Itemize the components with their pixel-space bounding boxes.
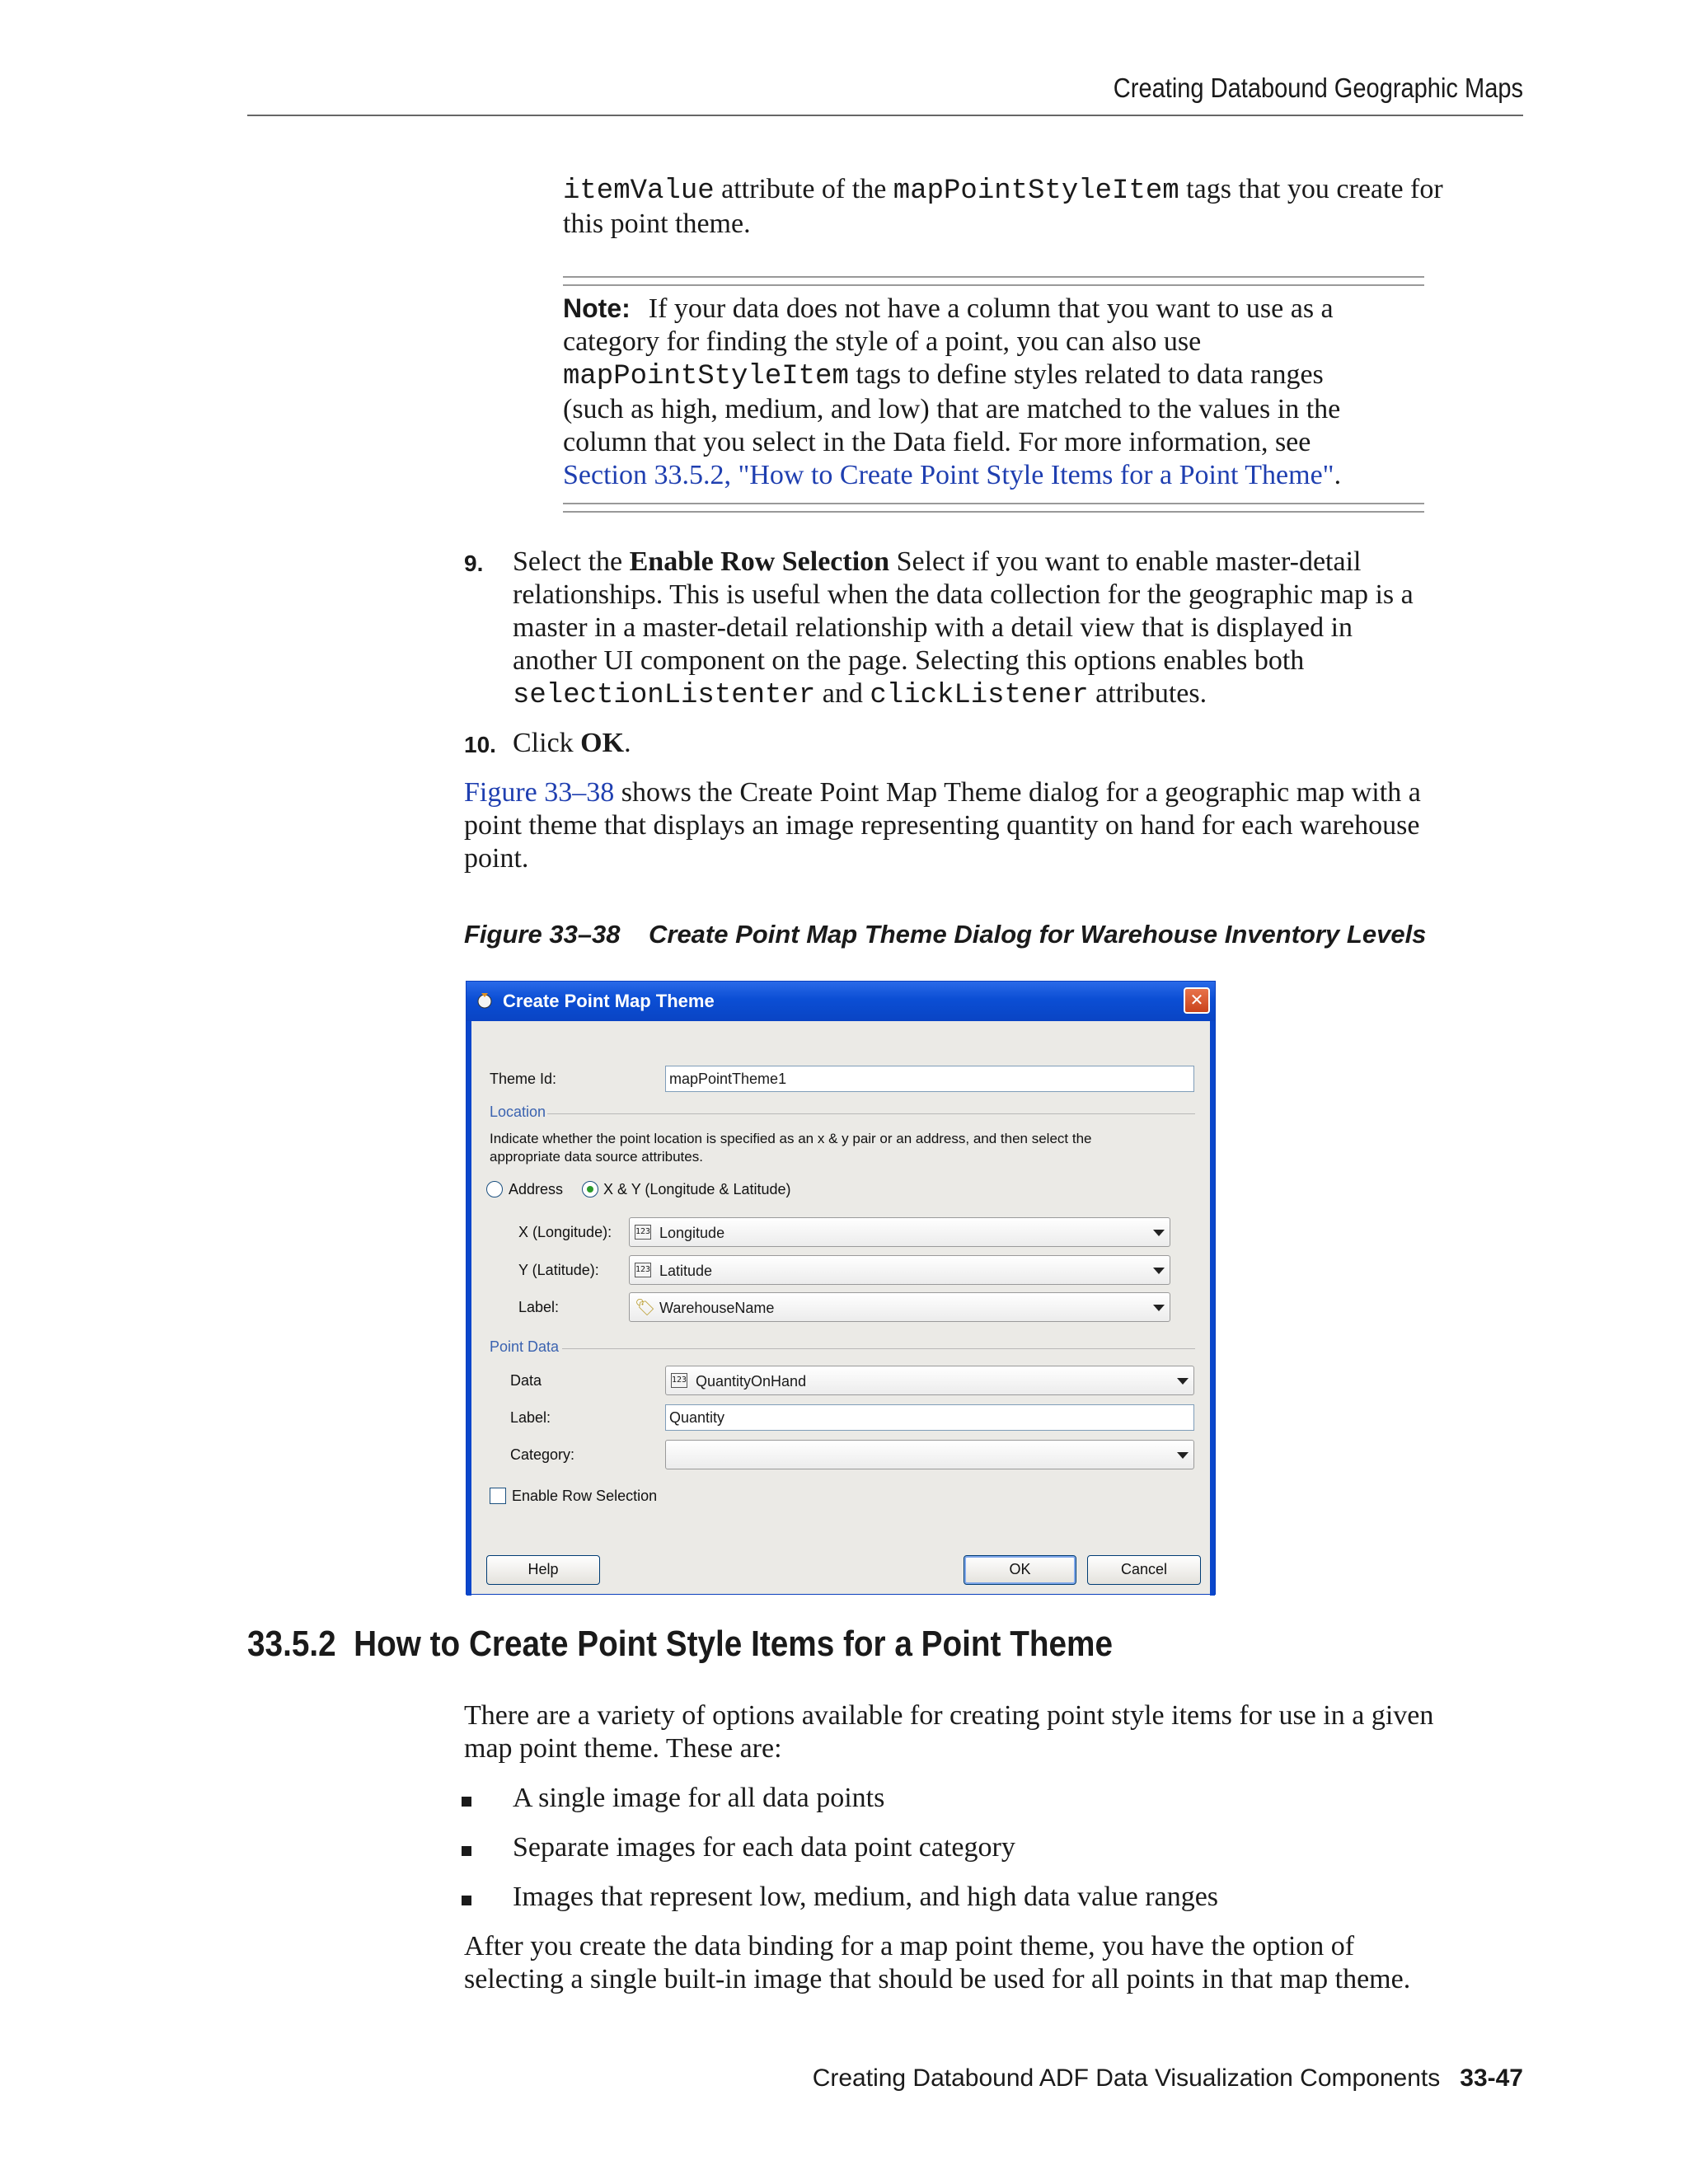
enable-row-selection-checkbox[interactable]	[490, 1488, 506, 1504]
bullet-marker	[462, 1896, 471, 1905]
data-value: QuantityOnHand	[696, 1373, 807, 1390]
chevron-down-icon[interactable]	[1177, 1378, 1189, 1385]
numeric-attribute-icon: 123	[635, 1263, 651, 1277]
theme-id-label: Theme Id:	[490, 1071, 557, 1087]
section-para-2-line-1: After you create the data binding for a map point theme, you have the option of	[464, 1931, 1355, 1961]
step-10-bold: OK	[580, 728, 625, 758]
intro-text-2: tags that you create for	[1179, 174, 1443, 204]
note-label: Note:	[563, 293, 631, 323]
step-9-and: and	[815, 678, 870, 709]
section-para-2-line-2: selecting a single built-in image that should be used for all points in that map theme.	[464, 1964, 1411, 1994]
help-button[interactable]: Help	[486, 1555, 600, 1585]
step-9-line-1: Select if you want to enable master-detail	[889, 546, 1362, 577]
close-button[interactable]: ✕	[1184, 987, 1210, 1014]
section-para-1-line-2: map point theme. These are:	[464, 1733, 782, 1764]
location-group-line	[547, 1113, 1195, 1114]
footer-title: Creating Databound ADF Data Visualization Components	[812, 2064, 1441, 2092]
location-label-label: Label:	[518, 1299, 560, 1315]
enable-row-selection-label[interactable]: Enable Row Selection	[512, 1488, 658, 1504]
figure-paragraph	[464, 776, 1527, 875]
bullet-item: Images that represent low, medium, and high data value ranges	[513, 1882, 1219, 1912]
step-9-pre: Select the	[513, 546, 630, 577]
section-para-1-line-1: There are a variety of options available for creating point style items for use in a given	[464, 1700, 1434, 1731]
running-footer	[813, 2064, 1523, 2093]
address-radio-label[interactable]: Address	[509, 1181, 564, 1197]
location-label-value: WarehouseName	[659, 1300, 775, 1316]
note-link-end: .	[1334, 460, 1342, 490]
step-10-text	[513, 727, 1518, 760]
create-point-map-theme-dialog	[466, 981, 1216, 1595]
page-number: 33-47	[1460, 2064, 1523, 2092]
chevron-down-icon[interactable]	[1177, 1452, 1189, 1459]
category-select[interactable]	[665, 1440, 1194, 1469]
step-9-end: attributes.	[1088, 678, 1207, 709]
tag-icon: 🏷	[635, 1297, 656, 1317]
step-9-number: 9.	[464, 551, 484, 576]
data-label: Data	[510, 1372, 542, 1389]
location-group-label: Location	[490, 1104, 546, 1120]
header-rule	[247, 115, 1523, 116]
note-line-1: If your data does not have a column that you want to use as a	[648, 293, 1334, 324]
location-description-2: appropriate data source attributes.	[490, 1149, 703, 1165]
step-10-end: .	[624, 728, 631, 758]
note-bottom-rule	[563, 503, 1424, 513]
step-9-code-1: selectionListenter	[513, 680, 816, 711]
location-description-1: Indicate whether the point location is specified as an x & y pair or an address, and then select the	[490, 1131, 1092, 1146]
ok-button[interactable]: OK	[964, 1555, 1076, 1585]
step-9-bold: Enable Row Selection	[629, 546, 890, 577]
xy-radio-label[interactable]: X & Y (Longitude & Latitude)	[603, 1181, 791, 1197]
note-top-rule	[563, 276, 1424, 286]
point-data-label-label: Label:	[510, 1409, 551, 1426]
intro-code-mappointstyleitem: mapPointStyleItem	[893, 176, 1179, 207]
step-9-line-2: relationships. This is useful when the data collection for the geographic map is a	[513, 579, 1414, 610]
step-9-text	[513, 546, 1518, 712]
bullet-item: A single image for all data points	[513, 1783, 885, 1813]
note-line-3: tags to define styles related to data ranges	[848, 359, 1324, 390]
y-latitude-select[interactable]	[629, 1255, 1170, 1285]
point-data-group-label: Point Data	[490, 1338, 560, 1355]
point-data-group-line	[562, 1348, 1195, 1349]
x-longitude-select[interactable]	[629, 1217, 1170, 1247]
note-line-4: (such as high, medium, and low) that are matched to the values in the	[563, 394, 1341, 424]
step-9-line-3: master in a master-detail relationship with a detail view that is displayed in	[513, 612, 1353, 643]
figure-caption: Figure 33–38 Create Point Map Theme Dialog for Warehouse Inventory Levels	[464, 920, 1427, 949]
intro-line-2: this point theme.	[563, 209, 751, 239]
xy-radio[interactable]	[582, 1181, 598, 1197]
dialog-title: Create Point Map Theme	[503, 991, 715, 1011]
address-radio[interactable]	[486, 1181, 503, 1197]
bullet-item: Separate images for each data point category	[513, 1832, 1015, 1863]
intro-paragraph	[563, 173, 1486, 241]
step-10-pre: Click	[513, 728, 581, 758]
note-section-link[interactable]: Section 33.5.2, "How to Create Point Style Items for a Point Theme"	[563, 460, 1334, 490]
figure-para-line-2: point theme that displays an image representing quantity on hand for each warehouse	[464, 810, 1420, 841]
running-header: Creating Databound Geographic Maps	[1113, 73, 1523, 103]
theme-id-input[interactable]: mapPointTheme1	[665, 1066, 1194, 1092]
y-latitude-label: Y (Latitude):	[518, 1262, 599, 1278]
section-paragraph-1	[464, 1699, 1527, 1765]
dialog-titlebar[interactable]	[467, 982, 1215, 1021]
x-longitude-label: X (Longitude):	[518, 1224, 612, 1240]
app-icon	[475, 990, 495, 1010]
data-select[interactable]	[665, 1366, 1194, 1395]
dialog-frame-right	[1210, 1021, 1215, 1596]
numeric-attribute-icon: 123	[635, 1225, 651, 1240]
x-longitude-value: Longitude	[659, 1225, 725, 1241]
bullet-marker	[462, 1846, 471, 1856]
chevron-down-icon[interactable]	[1153, 1268, 1165, 1274]
note-box	[563, 292, 1437, 492]
step-9-line-4: another UI component on the page. Selecting this options enables both	[513, 645, 1305, 676]
y-latitude-value: Latitude	[659, 1263, 713, 1279]
note-line-2: category for finding the style of a point, you can also use	[563, 326, 1202, 357]
category-label: Category:	[510, 1446, 575, 1463]
chevron-down-icon[interactable]	[1153, 1230, 1165, 1236]
dialog-frame-left	[467, 1021, 471, 1596]
bullet-marker	[462, 1797, 471, 1807]
section-paragraph-2	[464, 1930, 1527, 1996]
figure-para-line-1: shows the Create Point Map Theme dialog for a geographic map with a	[614, 777, 1421, 808]
note-code: mapPointStyleItem	[563, 361, 849, 392]
numeric-attribute-icon: 123	[671, 1373, 687, 1388]
point-data-label-input[interactable]: Quantity	[665, 1404, 1194, 1431]
figure-link[interactable]: Figure 33–38	[464, 777, 615, 808]
note-line-5: column that you select in the Data field. For more information, see	[563, 427, 1311, 457]
cancel-button[interactable]: Cancel	[1087, 1555, 1201, 1585]
step-9-code-2: clickListener	[870, 680, 1089, 711]
step-10-number: 10.	[464, 732, 496, 757]
section-heading: 33.5.2 How to Create Point Style Items for a Point Theme	[247, 1624, 1114, 1664]
location-label-select[interactable]	[629, 1292, 1170, 1322]
chevron-down-icon[interactable]	[1153, 1305, 1165, 1311]
figure-para-line-3: point.	[464, 843, 529, 874]
intro-text: attribute of the	[714, 174, 893, 204]
intro-code-itemvalue: itemValue	[563, 176, 715, 207]
